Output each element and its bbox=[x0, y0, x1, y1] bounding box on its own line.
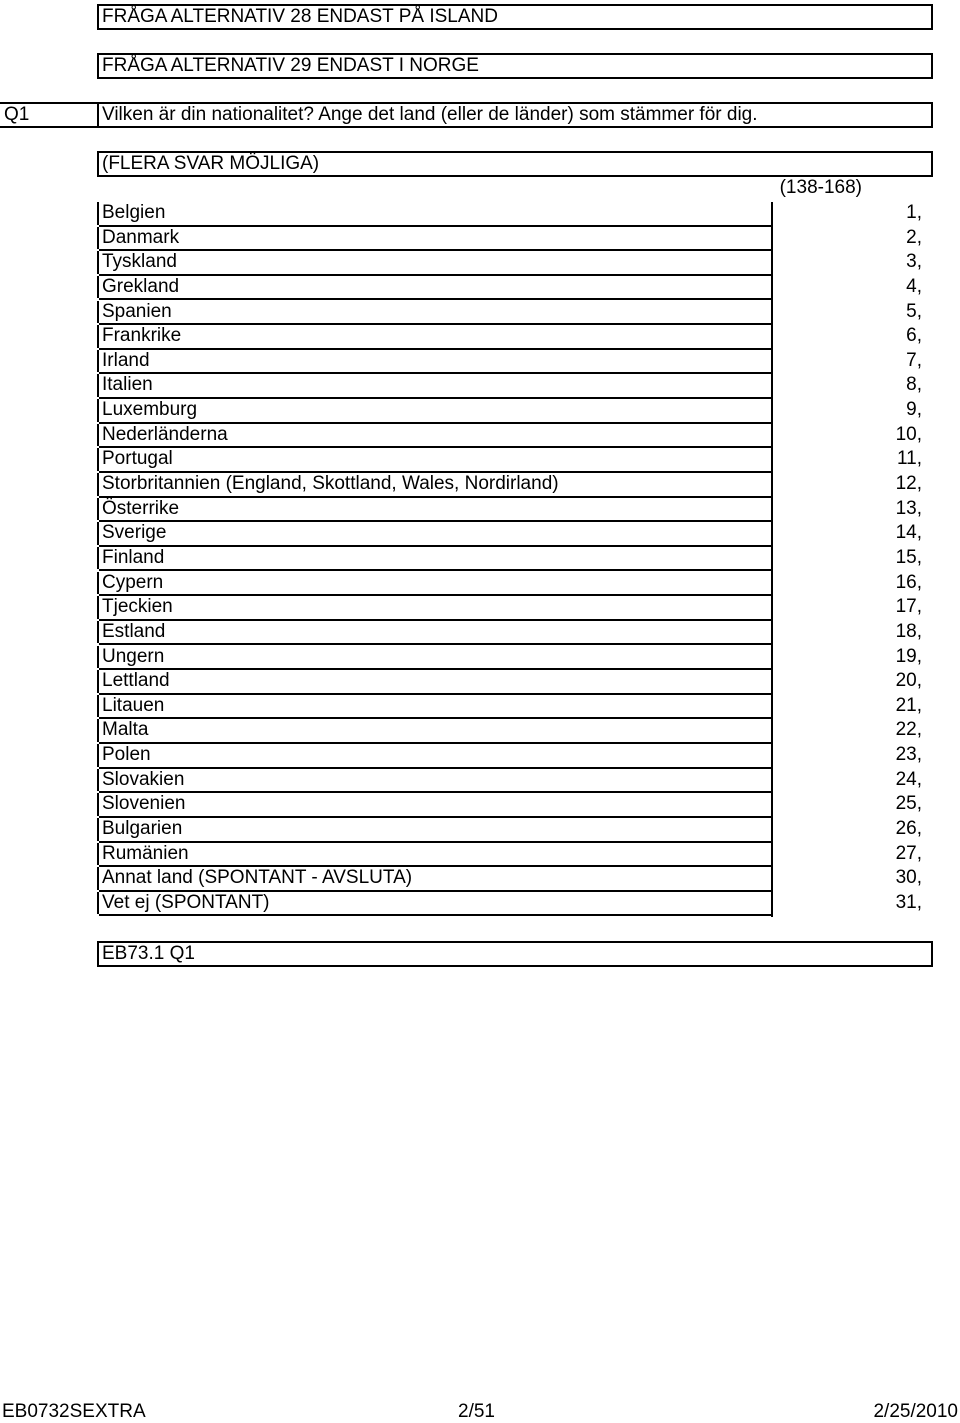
answer-divider bbox=[771, 325, 773, 350]
question-number: Q1 bbox=[4, 104, 30, 125]
answer-divider bbox=[771, 818, 773, 843]
answer-label: Ungern bbox=[99, 646, 772, 671]
answer-row bbox=[97, 769, 932, 794]
answer-row bbox=[97, 744, 932, 769]
answer-row bbox=[97, 572, 932, 597]
answer-row bbox=[97, 892, 932, 917]
answer-code: 2, bbox=[906, 226, 922, 248]
answer-code: 13, bbox=[895, 497, 922, 519]
answer-code: 4, bbox=[906, 275, 922, 297]
note-alternative-29: FRÅGA ALTERNATIV 29 ENDAST I NORGE bbox=[97, 53, 933, 79]
answer-label: Grekland bbox=[99, 276, 772, 301]
answer-row bbox=[97, 325, 932, 350]
answer-code: 18, bbox=[895, 620, 922, 642]
answer-row bbox=[97, 374, 932, 399]
answer-list bbox=[97, 202, 932, 917]
answer-label: Tyskland bbox=[99, 251, 772, 276]
answer-row bbox=[97, 793, 932, 818]
footer-document-id: EB0732SEXTRA bbox=[2, 1401, 146, 1422]
answer-label: Slovenien bbox=[99, 793, 772, 818]
question-text: Vilken är din nationalitet? Ange det land (eller de länder) som stämmer för dig. bbox=[97, 102, 933, 128]
answer-divider bbox=[771, 251, 773, 276]
page-footer bbox=[0, 1402, 960, 1422]
answer-divider bbox=[771, 843, 773, 868]
answer-row bbox=[97, 498, 932, 523]
answer-code: 22, bbox=[895, 719, 922, 741]
answer-divider bbox=[771, 448, 773, 473]
answer-code: 20, bbox=[895, 670, 922, 692]
answer-code: 25, bbox=[895, 793, 922, 815]
answer-divider bbox=[771, 350, 773, 375]
answer-divider bbox=[771, 596, 773, 621]
answer-row bbox=[97, 227, 932, 252]
answer-divider bbox=[771, 547, 773, 572]
answer-row bbox=[97, 473, 932, 498]
answer-row bbox=[97, 646, 932, 671]
answer-divider bbox=[771, 621, 773, 646]
answer-divider bbox=[771, 498, 773, 523]
answer-divider bbox=[771, 892, 773, 917]
answer-divider bbox=[771, 202, 773, 227]
answer-row bbox=[97, 596, 932, 621]
answer-row bbox=[97, 867, 932, 892]
answer-divider bbox=[771, 695, 773, 720]
answer-label: Spanien bbox=[99, 301, 772, 326]
answer-label: Litauen bbox=[99, 695, 772, 720]
answer-code: 9, bbox=[906, 399, 922, 421]
answer-row bbox=[97, 448, 932, 473]
answer-label: Nederländerna bbox=[99, 424, 772, 449]
answer-divider bbox=[771, 744, 773, 769]
answer-row bbox=[97, 251, 932, 276]
question-reference: EB73.1 Q1 bbox=[97, 941, 933, 967]
answer-code: 11, bbox=[896, 448, 922, 470]
answer-code: 8, bbox=[906, 374, 922, 396]
footer-page-number: 2/51 bbox=[458, 1401, 495, 1422]
answer-row bbox=[97, 399, 932, 424]
answer-code: 7, bbox=[906, 349, 922, 371]
answer-code: 30, bbox=[895, 867, 922, 889]
answer-row bbox=[97, 522, 932, 547]
answer-divider bbox=[771, 719, 773, 744]
answer-divider bbox=[771, 572, 773, 597]
answer-label: Sverige bbox=[99, 522, 772, 547]
answer-label: Irland bbox=[99, 350, 772, 375]
answer-row bbox=[97, 301, 932, 326]
answer-code: 23, bbox=[895, 744, 922, 766]
answer-label: Rumänien bbox=[99, 843, 772, 868]
answer-code: 1, bbox=[906, 202, 922, 223]
answer-row bbox=[97, 202, 932, 227]
answer-label: Estland bbox=[99, 621, 772, 646]
answer-row bbox=[97, 695, 932, 720]
answer-divider bbox=[771, 227, 773, 252]
answer-code: 19, bbox=[895, 645, 922, 667]
answer-divider bbox=[771, 374, 773, 399]
answer-label: Italien bbox=[99, 374, 772, 399]
answer-row bbox=[97, 719, 932, 744]
answer-label: Polen bbox=[99, 744, 772, 769]
answer-code: 27, bbox=[895, 842, 922, 864]
answer-divider bbox=[771, 646, 773, 671]
answer-code: 31, bbox=[895, 891, 922, 913]
answer-code: 3, bbox=[906, 251, 922, 273]
answer-divider bbox=[771, 301, 773, 326]
answer-row bbox=[97, 276, 932, 301]
question-instruction: (FLERA SVAR MÖJLIGA) bbox=[97, 151, 933, 177]
answer-divider bbox=[771, 670, 773, 695]
answer-divider bbox=[771, 276, 773, 301]
answer-code: 5, bbox=[906, 300, 922, 322]
answer-label: Danmark bbox=[99, 227, 772, 252]
note-alternative-28: FRÅGA ALTERNATIV 28 ENDAST PÅ ISLAND bbox=[97, 4, 933, 30]
answer-row bbox=[97, 670, 932, 695]
answer-label: Finland bbox=[99, 547, 772, 572]
answer-label: Annat land (SPONTANT - AVSLUTA) bbox=[99, 867, 772, 892]
answer-divider bbox=[771, 399, 773, 424]
answer-row bbox=[97, 621, 932, 646]
answer-divider bbox=[771, 793, 773, 818]
answer-label: Vet ej (SPONTANT) bbox=[99, 892, 772, 917]
footer-date: 2/25/2010 bbox=[873, 1401, 958, 1422]
answer-divider bbox=[771, 473, 773, 498]
answer-code: 6, bbox=[906, 325, 922, 347]
answer-code: 10, bbox=[895, 423, 922, 445]
answer-label: Luxemburg bbox=[99, 399, 772, 424]
answer-label: Portugal bbox=[99, 448, 772, 473]
answer-label: Lettland bbox=[99, 670, 772, 695]
answer-row bbox=[97, 843, 932, 868]
answer-label: Malta bbox=[99, 719, 772, 744]
answer-code: 17, bbox=[895, 596, 922, 618]
answer-divider bbox=[771, 522, 773, 547]
answer-code: 15, bbox=[895, 546, 922, 568]
answer-label: Frankrike bbox=[99, 325, 772, 350]
answer-label: Tjeckien bbox=[99, 596, 772, 621]
answer-row bbox=[97, 350, 932, 375]
answer-label: Cypern bbox=[99, 572, 772, 597]
answer-row bbox=[97, 547, 932, 572]
answer-code: 24, bbox=[895, 768, 922, 790]
answer-row bbox=[97, 818, 932, 843]
answer-label: Belgien bbox=[99, 202, 772, 227]
answer-label: Österrike bbox=[99, 498, 772, 523]
answer-code: 16, bbox=[895, 571, 922, 593]
answer-divider bbox=[771, 769, 773, 794]
answer-code: 12, bbox=[895, 473, 922, 495]
answer-row bbox=[97, 424, 932, 449]
answer-code: 26, bbox=[895, 818, 922, 840]
answer-code: 21, bbox=[895, 694, 922, 716]
answer-divider bbox=[771, 424, 773, 449]
answer-label: Bulgarien bbox=[99, 818, 772, 843]
code-range: (138-168) bbox=[779, 177, 862, 198]
answer-label: Storbritannien (England, Skottland, Wales, Nordirland) bbox=[99, 473, 772, 498]
answer-label: Slovakien bbox=[99, 769, 772, 794]
answer-divider bbox=[771, 867, 773, 892]
answer-code: 14, bbox=[895, 522, 922, 544]
